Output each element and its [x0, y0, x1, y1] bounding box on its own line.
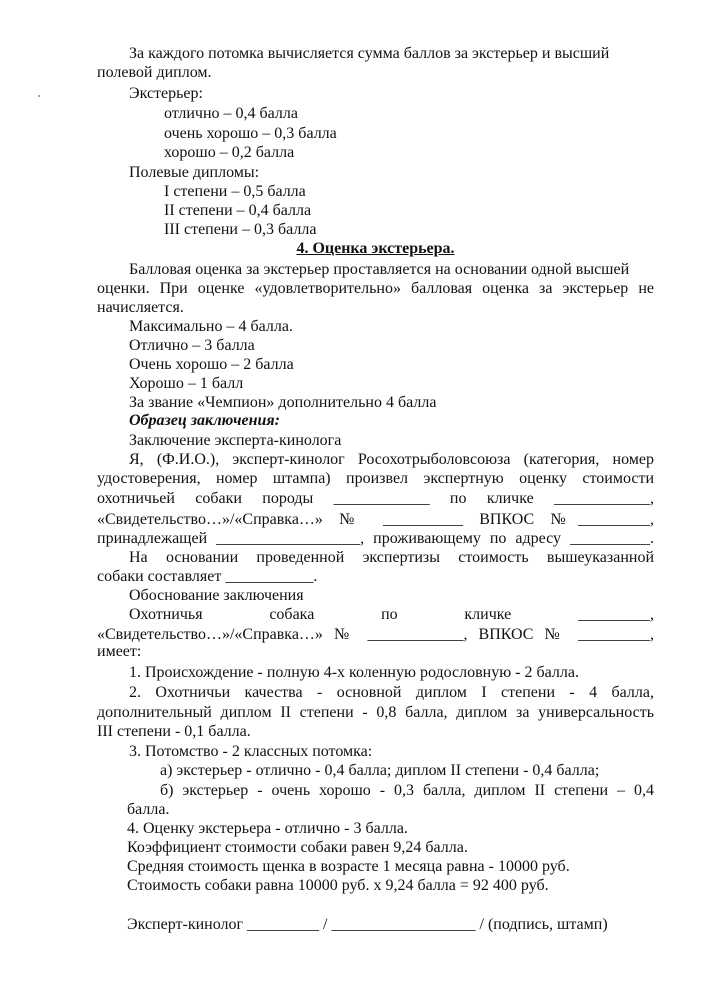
text-line: III степени – 0,3 балла [164, 221, 317, 238]
text-line: 1. Происхождение - полную 4-х коленную родословную - 2 балла. [129, 664, 579, 681]
text-line: удостоверения, номер штампа) произвел экспертную оценку стоимости [97, 470, 654, 487]
text-line: дополнительный диплом II степени - 0,8 балла, диплом за универсальность [97, 704, 654, 721]
text-line: отлично – 0,4 балла [164, 105, 298, 122]
text-line: Балловая оценка за экстерьер проставляется на основании одной высшей [129, 261, 630, 278]
text-line: Обоснование заключения [129, 587, 304, 604]
text-line: охотничьей собаки породы ____________ по кличке ____________, [97, 490, 654, 507]
text-line: полевой диплом. [97, 64, 212, 81]
text-line: б) экстерьер - очень хорошо - 0,3 балла, диплом II степени – 0,4 [160, 782, 654, 799]
text-line: 3. Потомство - 2 классных потомка: [129, 743, 373, 760]
text-line: 4. Оценку экстерьера - отлично - 3 балла. [127, 820, 408, 837]
text-line: Очень хорошо – 2 балла [129, 356, 294, 373]
text-line: оценки. При оценке «удовлетворительно» балловая оценка за экстерьер не [97, 280, 654, 297]
text-line: хорошо – 0,2 балла [164, 144, 295, 161]
text-line: За звание «Чемпион» дополнительно 4 балла [129, 394, 437, 411]
text-line: Отлично – 3 балла [129, 337, 255, 354]
text-line: очень хорошо – 0,3 балла [164, 125, 337, 142]
signature-line: Эксперт-кинолог _________ / __________________ / (подпись, штамп) [127, 916, 608, 933]
text-line: собаки составляет ___________. [97, 568, 318, 585]
text-line: «Свидетельство…»/«Справка…» № ____________, ВПКОС № _________, [97, 626, 654, 643]
text-line: «Свидетельство…»/«Справка…» № __________ ВПКОС №_________, [97, 511, 654, 528]
text-line: II степени – 0,4 балла [164, 202, 312, 219]
text-line: Максимально – 4 балла. [129, 318, 293, 335]
text-line: На основании проведенной экспертизы стоимость вышеуказанной [129, 549, 654, 566]
text-line: балла. [127, 801, 170, 818]
section-heading: 4. Оценка экстерьера. [296, 240, 455, 257]
text-line: Я, (Ф.И.О.), эксперт-кинолог Росохотрыболовсоюза (категория, номер [129, 451, 654, 468]
scan-speck [38, 95, 40, 97]
text-line: I степени – 0,5 балла [164, 183, 306, 200]
text-line: III степени - 0,1 балла. [97, 723, 251, 740]
text-line: начисляется. [97, 299, 184, 316]
text-line: Экстерьер: [129, 85, 203, 102]
text-line: имеет: [97, 643, 142, 660]
text-line: Стоимость собаки равна 10000 руб. х 9,24 балла = 92 400 руб. [127, 877, 549, 894]
text-line: За каждого потомка вычисляется сумма баллов за экстерьер и высший [129, 45, 610, 62]
text-line: 2. Охотничьи качества - основной диплом I степени - 4 балла, [129, 684, 654, 701]
text-line: Полевые дипломы: [129, 164, 260, 181]
sample-title: Образец заключения: [129, 412, 280, 429]
text-line: принадлежащей __________________, проживающему по адресу __________. [97, 530, 654, 547]
text-line: а) экстерьер - отлично - 0,4 балла; диплом II степени - 0,4 балла; [160, 762, 600, 779]
text-line: Охотничья собака по кличке _________, [129, 606, 654, 623]
text-line: Коэффициент стоимости собаки равен 9,24 балла. [127, 839, 468, 856]
text-line: Заключение эксперта-кинолога [129, 432, 342, 449]
text-line: Средняя стоимость щенка в возрасте 1 месяца равна - 10000 руб. [127, 858, 570, 875]
text-line: Хорошо – 1 балл [129, 375, 244, 392]
